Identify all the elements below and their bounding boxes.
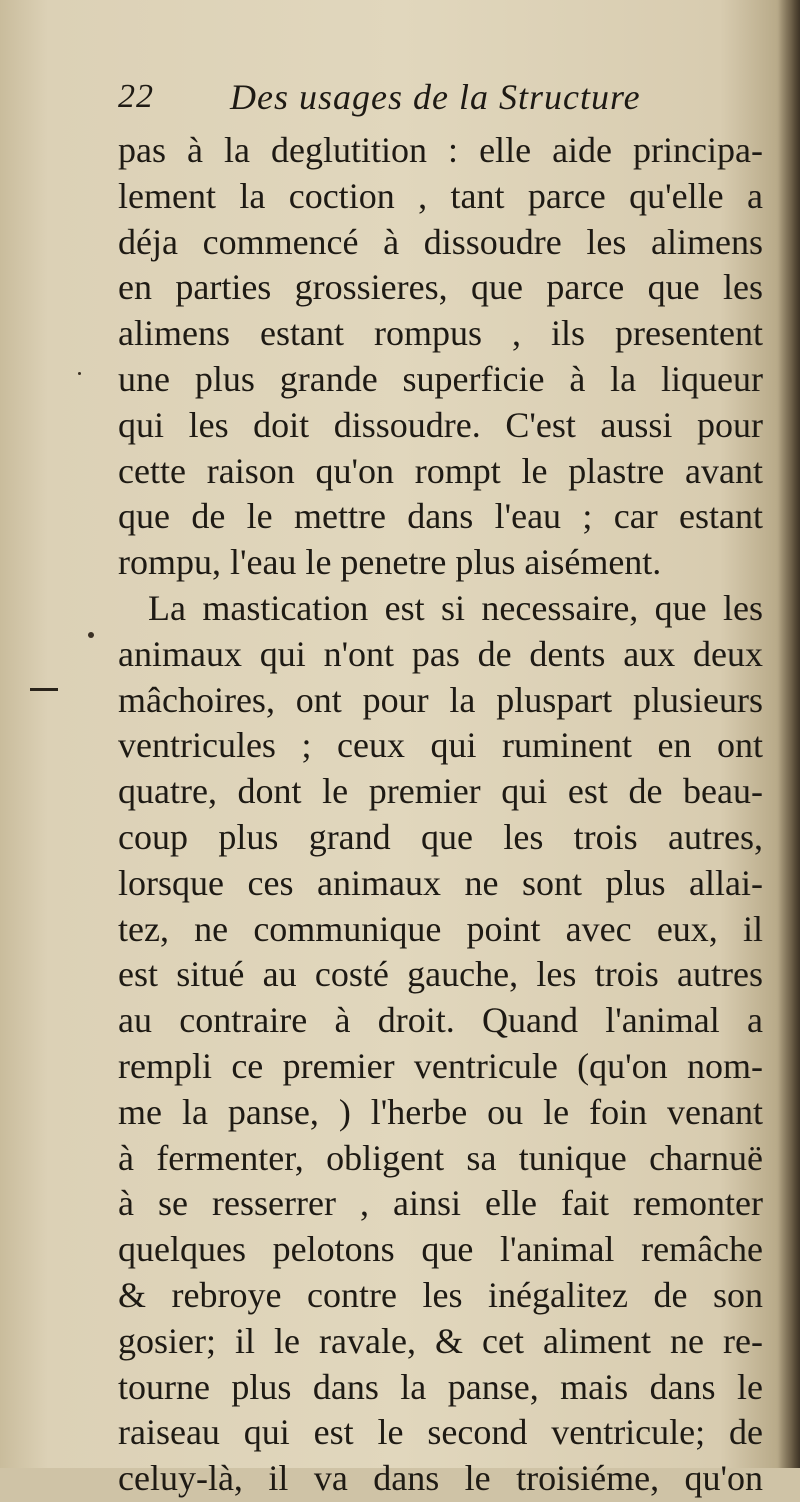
paper-speck (78, 372, 81, 375)
body-text (118, 128, 763, 1502)
text-line: au contraire à droit. Quand l'animal a (118, 1000, 763, 1041)
margin-mark (30, 688, 58, 691)
text-line: & rebroye contre les inégalitez de son (118, 1274, 763, 1315)
text-line: qui les doit dissoudre. C'est aussi pour (118, 404, 763, 445)
text-line: que de le mettre dans l'eau ; car estant (118, 496, 763, 537)
text-line: lement la coction , tant parce qu'elle a (118, 175, 763, 216)
text-line: cette raison qu'on rompt le plastre avant (118, 450, 763, 491)
text-line: pas à la deglutition : elle aide principa- (118, 130, 763, 170)
text-line: lorsque ces animaux ne sont plus allai- (118, 862, 763, 903)
text-line: ventricules ; ceux qui ruminent en ont (118, 725, 763, 766)
text-line: à fermenter, obligent sa tunique charnuë (118, 1137, 763, 1178)
paper-speck (88, 632, 94, 638)
text-line: rompu, l'eau le penetre plus aisément. (118, 542, 662, 583)
text-line: mâchoires, ont pour la pluspart plusieurs (118, 679, 763, 720)
page-gutter-shadow (778, 0, 800, 1468)
text-line: à se resserrer , ainsi elle fait remonter (118, 1183, 763, 1224)
text-line: quatre, dont le premier qui est de beau- (118, 771, 763, 812)
text-line: tez, ne communique point avec eux, il (118, 908, 763, 949)
text-line: raiseau qui est le second ventricule; de (118, 1412, 763, 1453)
text-line: déja commencé à dissoudre les alimens (118, 221, 763, 262)
running-title: Des usages de la Structure (230, 77, 641, 117)
page-number: 22 (118, 78, 154, 115)
text-line: quelques pelotons que l'animal remâche (118, 1229, 763, 1270)
text-line: coup plus grand que les trois autres, (118, 816, 763, 857)
text-line: tourne plus dans la panse, mais dans le (118, 1366, 763, 1407)
text-line: celuy-là, il va dans le troisiéme, qu'on (118, 1458, 763, 1499)
text-line: gosier; il le ravale, & cet aliment ne re- (118, 1320, 763, 1361)
text-line: est situé au costé gauche, les trois autres (118, 954, 763, 995)
text-line: alimens estant rompus , ils presentent (118, 313, 763, 354)
page-header (118, 76, 718, 126)
text-line: me la panse, ) l'herbe ou le foin venant (118, 1091, 763, 1132)
text-line: rempli ce premier ventricule (qu'on nom- (118, 1045, 763, 1086)
text-line: en parties grossieres, que parce que les (118, 267, 763, 308)
text-line: animaux qui n'ont pas de dents aux deux (118, 633, 763, 674)
paragraph-start-line: La mastication est si necessaire, que les (148, 587, 763, 628)
text-line: une plus grande superficie à la liqueur (118, 358, 763, 399)
